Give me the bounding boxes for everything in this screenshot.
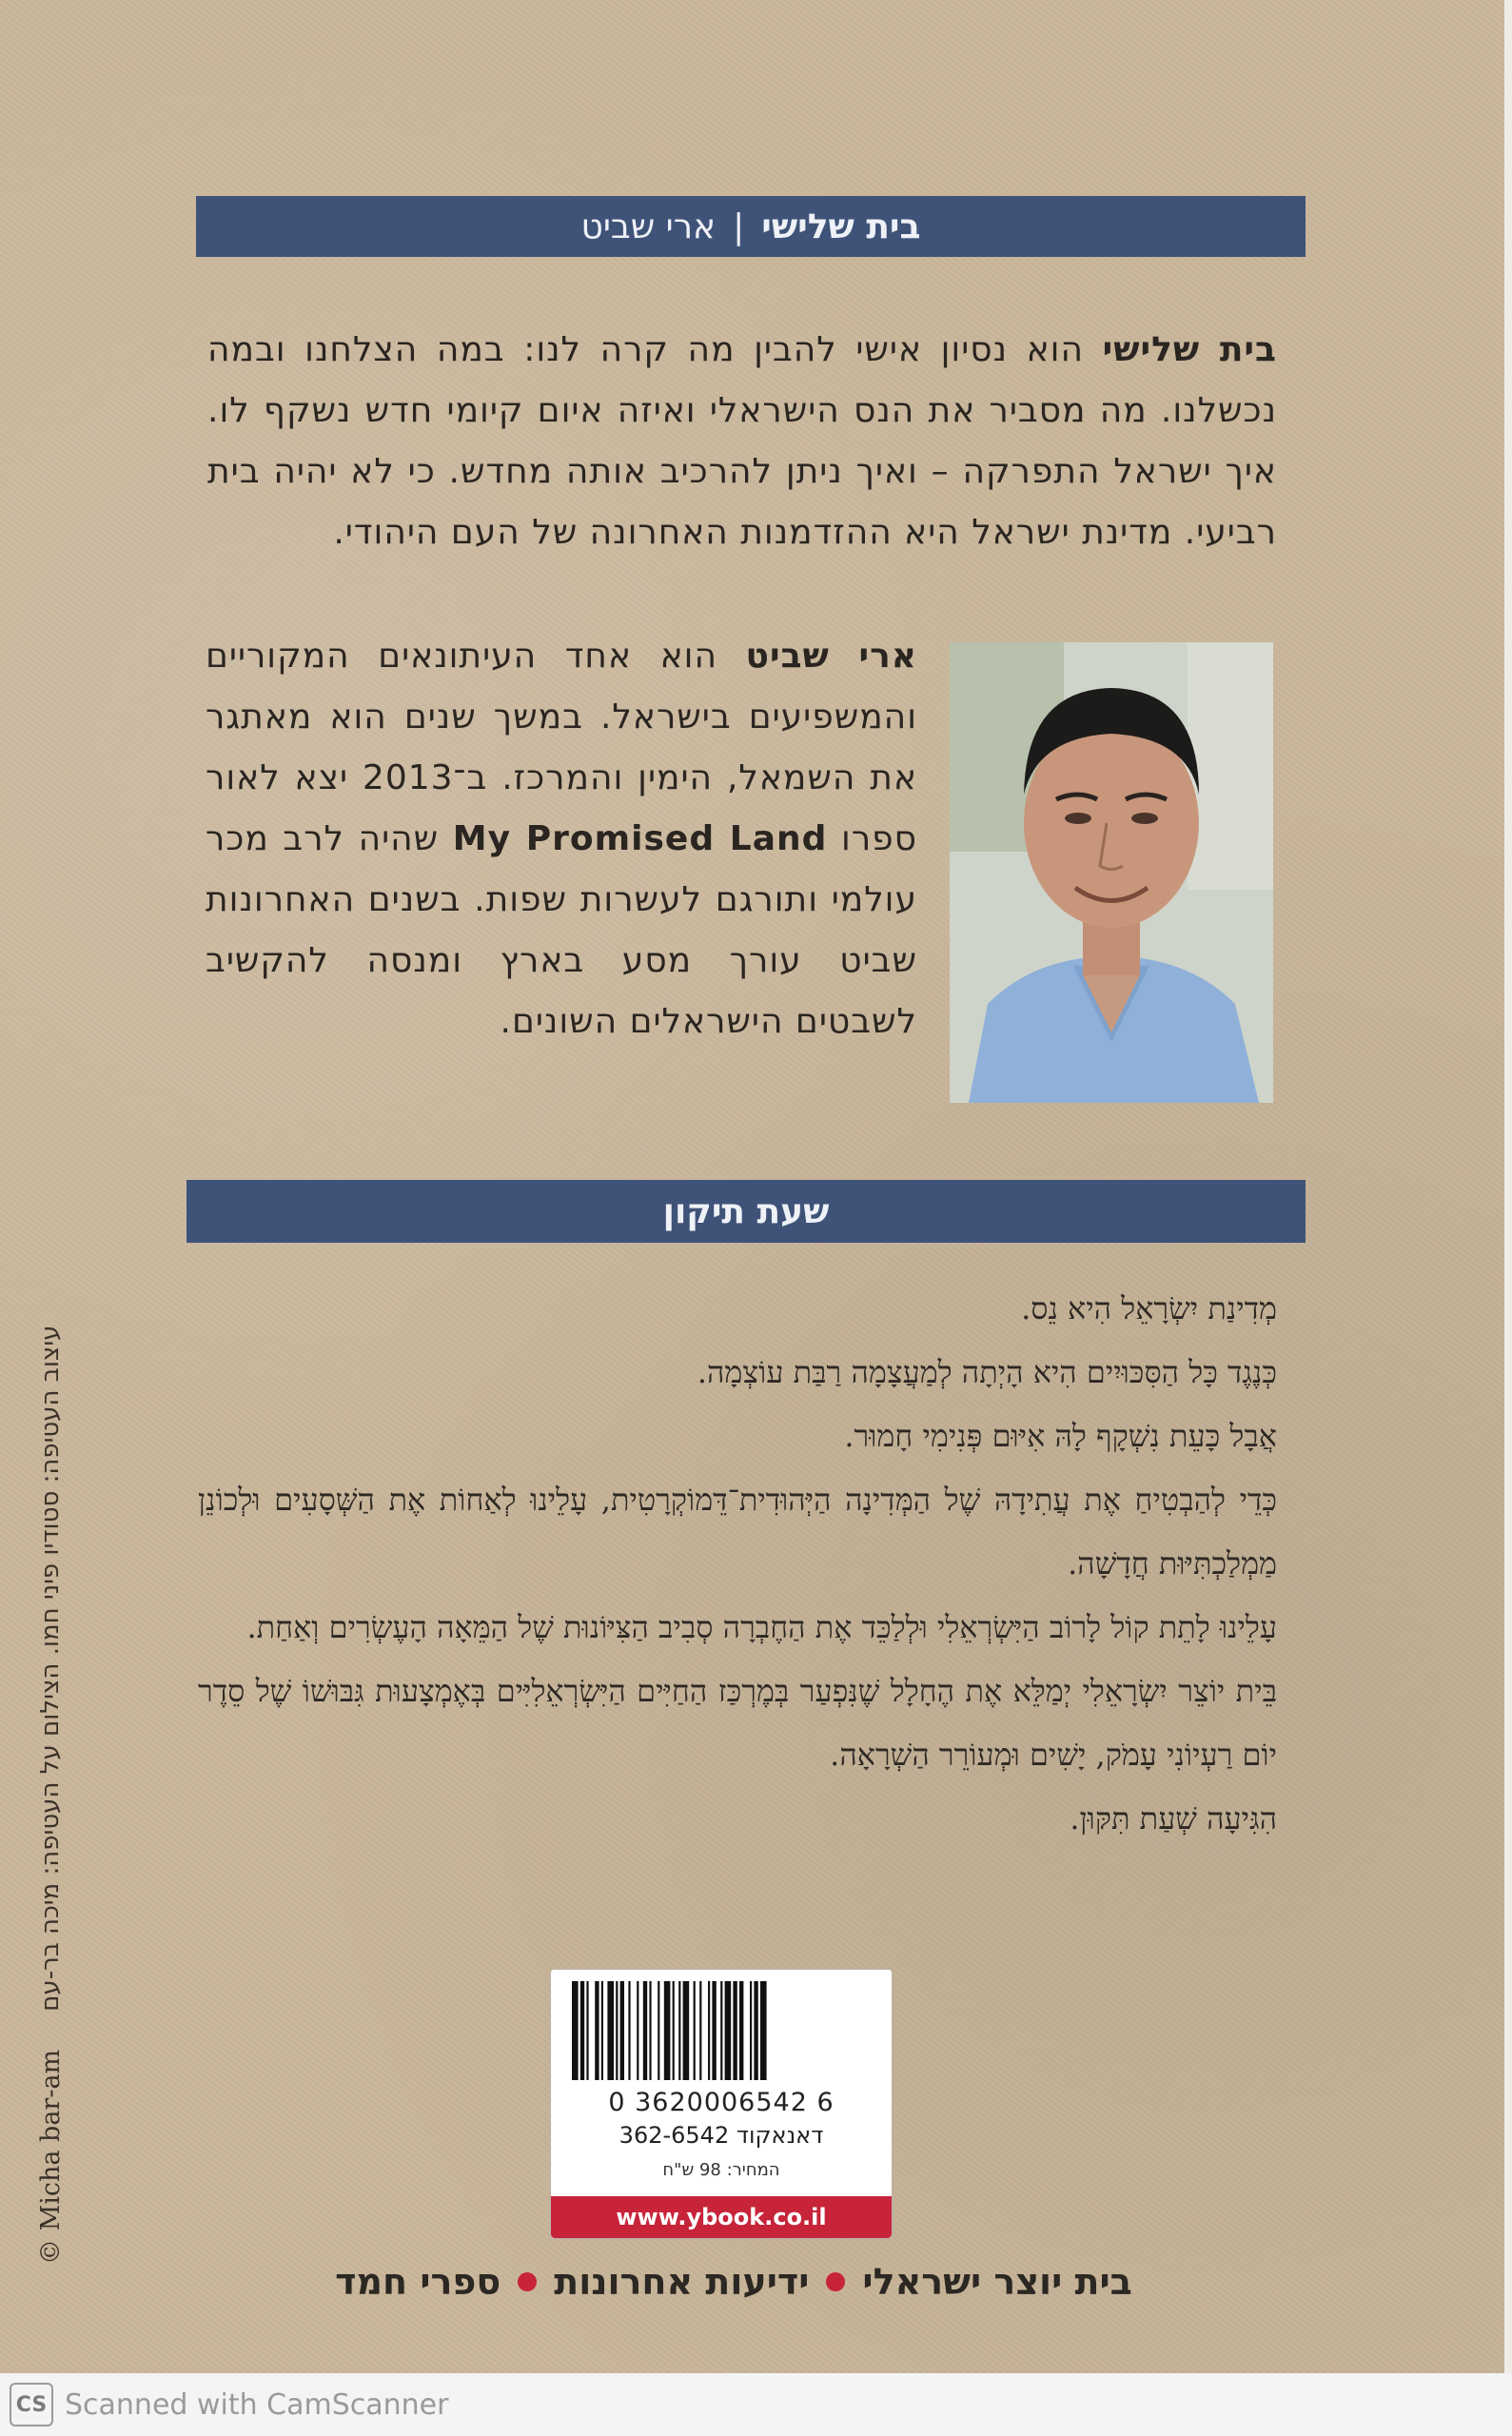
barcode-bar bbox=[694, 1981, 696, 2080]
side-credit bbox=[27, 1028, 74, 2265]
barcode-bar bbox=[643, 1981, 647, 2080]
bullet-dot-icon bbox=[826, 2272, 845, 2291]
barcode-code: 362-6542 bbox=[619, 2122, 730, 2149]
barcode-graphic bbox=[572, 1981, 871, 2086]
barcode-bar bbox=[678, 1981, 680, 2080]
scanner-text: Scanned with CamScanner bbox=[65, 2387, 449, 2422]
bio-book-title: My Promised Land bbox=[452, 819, 828, 858]
bio-author-name: ארי שביט bbox=[745, 637, 917, 676]
intro-paragraph bbox=[207, 320, 1277, 563]
bio-text-1: הוא אחד העיתונאים המקוריים והמשפיעים בישראל. במשך שנים הוא מאתגר את השמאל, הימין והמרכז. ב־2013 יצא לאור ספרו bbox=[206, 637, 918, 858]
barcode-bar bbox=[683, 1981, 690, 2080]
manifesto-line: כְּנֶגֶד כָּל הַסִּכּוּיִים הִיא הָיְתָה לְמַעֲצָמָה רַבַּת עוֹצְמָה. bbox=[697, 1354, 1277, 1390]
book-price: המחיר: 98 ש"ח bbox=[662, 2160, 780, 2180]
scanner-watermark bbox=[0, 2373, 1512, 2436]
title-band bbox=[196, 196, 1306, 257]
barcode-bar bbox=[580, 1981, 584, 2080]
camscanner-logo-icon: CS bbox=[10, 2383, 53, 2426]
publisher-name: ידיעות אחרונות bbox=[554, 2261, 810, 2303]
author-name: ארי שביט bbox=[580, 206, 717, 246]
barcode-bar bbox=[620, 1981, 624, 2080]
photo-copyright: © Micha bar-am bbox=[35, 2049, 66, 2265]
section-band bbox=[187, 1180, 1306, 1243]
barcode-code-label: דאנאקוד bbox=[736, 2122, 824, 2149]
barcode-bar bbox=[673, 1981, 675, 2080]
barcode-bar bbox=[586, 1981, 588, 2080]
barcode-bar bbox=[664, 1981, 671, 2080]
barcode-bar bbox=[616, 1981, 618, 2080]
publisher-name: ספרי חמד bbox=[335, 2261, 501, 2303]
barcode-label bbox=[550, 1969, 893, 2239]
author-photo bbox=[950, 642, 1273, 1103]
barcode-bar bbox=[595, 1981, 599, 2080]
barcode-bar bbox=[739, 1981, 743, 2080]
barcode-bar bbox=[754, 1981, 757, 2080]
barcode-number: 0 3620006542 6 bbox=[608, 2088, 835, 2117]
barcode-bar bbox=[607, 1981, 614, 2080]
bullet-dot-icon bbox=[518, 2272, 537, 2291]
barcode-bar bbox=[628, 1981, 630, 2080]
barcode-bar bbox=[712, 1981, 716, 2080]
barcode-bar bbox=[699, 1981, 701, 2080]
manifesto-line: הִגִּיעָה שְׁעַת תִּקּוּן. bbox=[1070, 1800, 1277, 1837]
manifesto-line: כְּדֵי לְהַבְטִיחַ אֶת עֲתִידָהּ שֶׁל הַמְּדִינָה הַיְּהוּדִית־דֵּמוֹקְרָטִית, עָלֵינוּ לְאַחוֹת אֶת הַשְּׁסָעִים וּלְכוֹנֵן מַמְלַכְתִּיּוּת חֲדָשָׁה. bbox=[198, 1482, 1277, 1581]
manifesto-line: מְדִינַת יִשְׂרָאֵל הִיא נֵס. bbox=[1021, 1290, 1277, 1326]
title-separator: | bbox=[733, 206, 745, 246]
intro-text: הוא נסיון אישי להבין מה קרה לנו: במה הצלחנו ובמה נכשלנו. מה מסביר את הנס הישראלי ואיזה איום קיומי חדש נשקף לו. איך ישראל התפרקה – ואיך ניתן להרכיב אותה מחדש. כי לא יהיה בית רביעי. מדינת ישראל היא ההזדמנות האחרונה של העם היהודי. bbox=[207, 330, 1277, 552]
barcode-bar bbox=[658, 1981, 659, 2080]
barcode-bar bbox=[733, 1981, 736, 2080]
manifesto-line: אֲבָל כָּעֵת נִשְׁקָף לָהּ אִיּוּם פְּנִימִי חָמוּר. bbox=[844, 1418, 1277, 1454]
barcode-bar bbox=[572, 1981, 579, 2080]
intro-lead: בית שלישי bbox=[1102, 330, 1277, 369]
barcode-bar bbox=[725, 1981, 732, 2080]
manifesto-text bbox=[198, 1277, 1277, 1851]
barcode-bar bbox=[601, 1981, 603, 2080]
bio-text-2: שהיה לרב מכר עולמי ותורגם לעשרות שפות. בשנים האחרונות שביט עורך מסע בארץ ומנסה להקשיב לשבטים הישראלים השונים. bbox=[206, 819, 917, 1041]
page-edge bbox=[1504, 0, 1512, 2373]
barcode-bar bbox=[750, 1981, 752, 2080]
barcode-bar bbox=[708, 1981, 710, 2080]
publishers-line bbox=[303, 2253, 1165, 2310]
author-bio bbox=[206, 626, 917, 1052]
publisher-name: בית יוצר ישראלי bbox=[862, 2261, 1132, 2303]
manifesto-line: עָלֵינוּ לָתֵת קוֹל לָרוֹב הַיִּשְׂרְאֵלִי וּלְלַכֵּד אֶת הַחֶבְרָה סְבִיב הַצִּיּוֹנוּת שֶׁל הַמֵּאָה הָעֶשְׂרִים וְאַחַת. bbox=[246, 1609, 1277, 1645]
section-title: שעת תיקון bbox=[662, 1191, 830, 1231]
manifesto-line: בֵּית יוֹצֵר יִשְׂרָאֵלִי יְמַלֵּא אֶת הֶחָלָל שֶׁנִּפְעַר בְּמֶרְכַּז הַחַיִּים הַיִּשְׂרְאֵלִיִּים בְּאֶמְצָעוּת גִּבּוּשׁוֹ שֶׁל סֵדֶר יוֹם רַעְיוֹנִי עָמֹק, יָשִׁים וּמְעוֹרֵר הַשְׁרָאָה. bbox=[198, 1673, 1277, 1773]
publisher-url: www.ybook.co.il bbox=[551, 2196, 892, 2238]
design-credit: עיצוב העטיפה: סטודיו פיני חמו. הצילום על העטיפה: מיכה בר-עם bbox=[36, 1325, 65, 2012]
barcode-bar bbox=[760, 1981, 767, 2080]
barcode-bar bbox=[637, 1981, 638, 2080]
author-portrait-graphic bbox=[950, 642, 1273, 1103]
barcode-bar bbox=[720, 1981, 722, 2080]
book-title: בית שלישי bbox=[761, 206, 921, 246]
barcode-code-line bbox=[551, 2122, 892, 2149]
barcode-bar bbox=[649, 1981, 651, 2080]
